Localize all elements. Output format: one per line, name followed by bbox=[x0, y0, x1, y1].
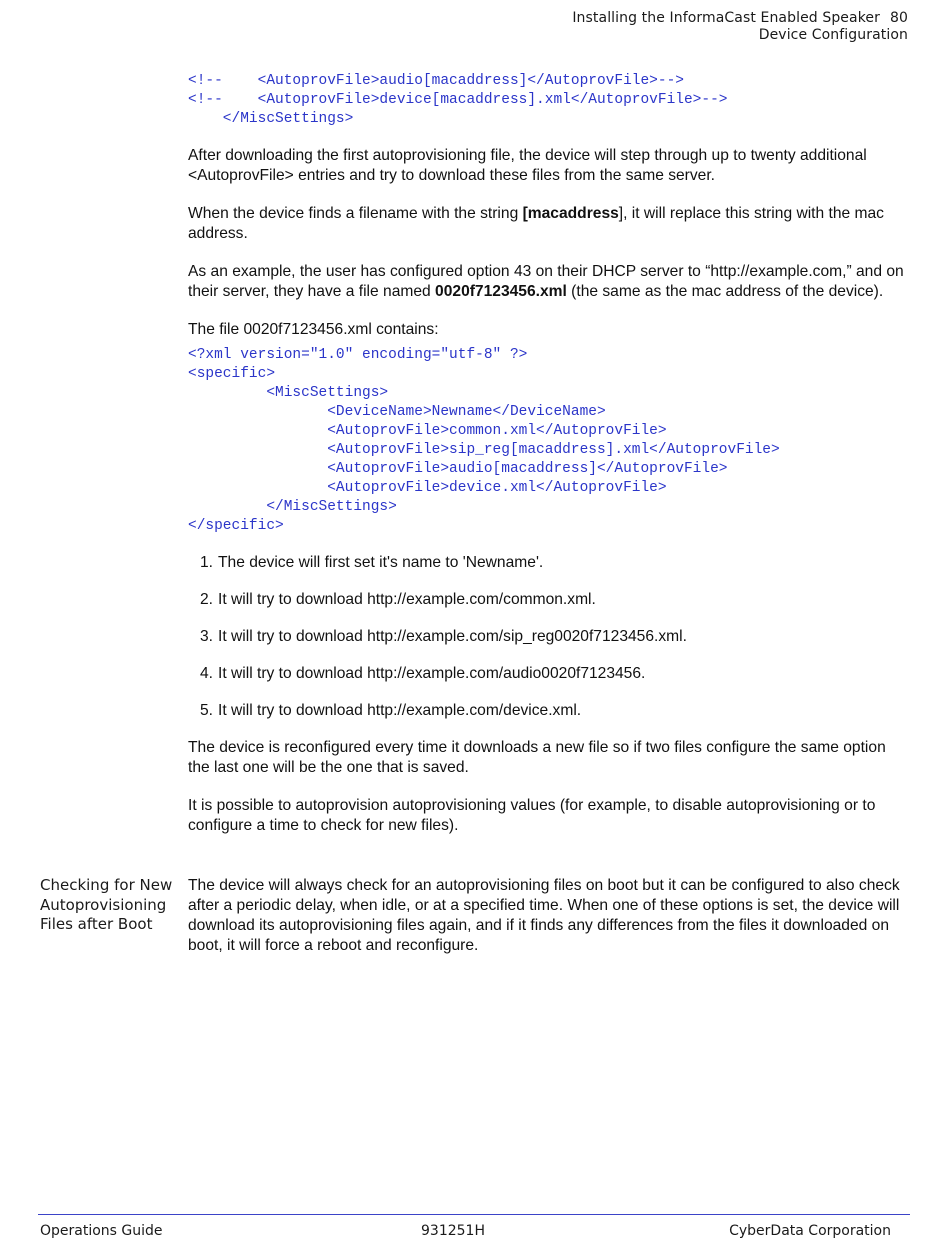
paragraph-autoprovision-values: It is possible to autoprovision autoprovisioning values (for example, to disable autoprovisioning or to configure a time to check for new files). bbox=[188, 797, 876, 834]
list-item bbox=[188, 627, 908, 647]
list-item bbox=[188, 701, 908, 721]
list-item bbox=[188, 553, 908, 573]
paragraph-file-contains: The file 0020f7123456.xml contains: bbox=[188, 321, 439, 338]
code-line: </MiscSettings> bbox=[188, 499, 397, 515]
section-heading-line: Autoprovisioning bbox=[40, 895, 167, 914]
code-line: <?xml version="1.0" encoding="utf-8" ?> bbox=[188, 347, 528, 363]
footer-guide-name: Operations Guide bbox=[40, 1223, 163, 1239]
section-heading bbox=[40, 876, 180, 935]
paragraph-autoprov-entries: After downloading the first autoprovisioning file, the device will step through up to twenty additional <AutoprovFile> entries and try to download these files from the same server. bbox=[188, 147, 867, 184]
bold-filename: 0020f7123456.xml bbox=[435, 283, 567, 300]
step-text: It will try to download http://example.com/common.xml. bbox=[218, 591, 596, 608]
text-span: (the same as the mac address of the device). bbox=[566, 283, 884, 300]
header-title: Installing the InformaCast Enabled Speaker bbox=[572, 10, 880, 26]
code-block-2 bbox=[188, 346, 908, 536]
text-span: ], it will replace this string with the mac address. bbox=[188, 205, 884, 242]
footer-divider bbox=[38, 1214, 910, 1215]
footer-company: CyberData Corporation bbox=[729, 1223, 891, 1239]
page-header bbox=[572, 10, 908, 44]
step-number: 5. bbox=[199, 702, 213, 719]
step-number: 4. bbox=[199, 665, 213, 682]
code-line: <!-- <AutoprovFile>audio[macaddress]</AutoprovFile>--> bbox=[188, 73, 684, 89]
section-heading-line: Checking for New bbox=[40, 876, 173, 894]
text-span: When the device finds a filename with the string bbox=[188, 205, 523, 222]
code-line: <DeviceName>Newname</DeviceName> bbox=[188, 404, 606, 420]
code-block-1 bbox=[188, 72, 908, 129]
steps-list bbox=[188, 553, 908, 721]
main-content bbox=[188, 72, 908, 836]
text-span: As an example, the user has configured option 43 on their DHCP server to “http://example.com,” and on their server, they have a file named bbox=[188, 263, 904, 300]
footer-doc-number: 931251H bbox=[421, 1223, 485, 1239]
section-heading-line: Files after Boot bbox=[40, 915, 153, 933]
code-line: <AutoprovFile>device.xml</AutoprovFile> bbox=[188, 480, 667, 496]
paragraph-reconfigured: The device is reconfigured every time it downloads a new file so if two files configure the same option the last one will be the one that is saved. bbox=[188, 739, 886, 776]
list-item bbox=[188, 590, 908, 610]
code-line: <AutoprovFile>sip_reg[macaddress].xml</AutoprovFile> bbox=[188, 442, 780, 458]
code-line: </MiscSettings> bbox=[188, 111, 354, 127]
code-line: <AutoprovFile>common.xml</AutoprovFile> bbox=[188, 423, 667, 439]
step-number: 3. bbox=[199, 628, 213, 645]
paragraph-macaddress bbox=[188, 204, 908, 244]
header-subtitle: Device Configuration bbox=[758, 27, 908, 43]
step-number: 1. bbox=[199, 554, 213, 571]
paragraph-check-after-boot: The device will always check for an autoprovisioning files on boot but it can be configured to also check after a periodic delay, when idle, or at a specified time. When one of these options is set, the device will download its autoprovisioning files again, and if it finds any differences from the files it downloaded on boot, it will force a reboot and reconfigure. bbox=[188, 877, 900, 954]
code-line: </specific> bbox=[188, 518, 284, 534]
code-line: <!-- <AutoprovFile>device[macaddress].xml</AutoprovFile>--> bbox=[188, 92, 728, 108]
bold-macaddress: [macaddress bbox=[522, 205, 619, 222]
code-line: <AutoprovFile>audio[macaddress]</AutoprovFile> bbox=[188, 461, 728, 477]
step-text: It will try to download http://example.com/device.xml. bbox=[218, 702, 582, 719]
step-text: It will try to download http://example.com/audio0020f7123456. bbox=[218, 665, 646, 682]
page-number: 80 bbox=[889, 10, 908, 26]
step-text: It will try to download http://example.com/sip_reg0020f7123456.xml. bbox=[218, 628, 687, 645]
code-line: <MiscSettings> bbox=[188, 385, 389, 401]
section-body bbox=[188, 876, 910, 956]
code-line: <specific> bbox=[188, 366, 276, 382]
step-text: The device will first set it's name to 'Newname'. bbox=[218, 554, 544, 571]
list-item bbox=[188, 664, 908, 684]
paragraph-example bbox=[188, 262, 908, 302]
header-title-line bbox=[572, 10, 908, 27]
step-number: 2. bbox=[199, 591, 213, 608]
